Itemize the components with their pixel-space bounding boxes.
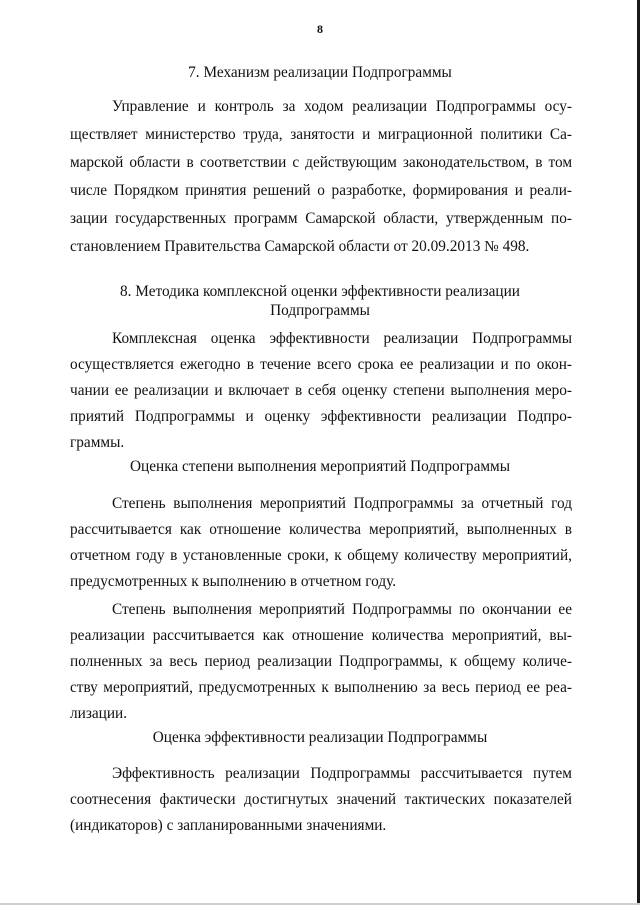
section-8-intro-line: Комплексная оценка эффективности реализации Подпрограммы — [112, 330, 572, 347]
subsection-1-para2-line: ству мероприятий, предусмотренных к выполнению за весь период ее реа- — [70, 679, 572, 696]
section-7-line: зации государственных программ Самарской области, утвержденным по- — [70, 210, 572, 227]
subsection-1-para1-line: отчетном году в установленные сроки, к общему количеству мероприятий, — [70, 547, 572, 564]
subsection-2-heading: Оценка эффективности реализации Подпрограммы — [152, 729, 488, 746]
subsection-1-para1-line: предусмотренных к выполнению в отчетном году. — [70, 573, 397, 590]
subsection-1-para2-line: реализации рассчитывается как отношение количества мероприятий, вы- — [70, 627, 572, 644]
section-8-intro-line: чании ее реализации и включает в себя оценку степени выполнения меро- — [70, 382, 572, 399]
subsection-1-para2-line: лизации. — [70, 705, 128, 722]
section-8-intro-line: приятий Подпрограммы и оценку эффективности реализации Подпро- — [70, 408, 572, 425]
subsection-2-para-line: (индикаторов) с запланированными значениями. — [70, 817, 387, 834]
section-7-line: числе Порядком принятия решений о разработке, формирования и реали- — [70, 182, 572, 199]
section-7-line: становлением Правительства Самарской области от 20.09.2013 № 498. — [70, 238, 530, 255]
subsection-1-para1-line: Степень выполнения мероприятий Подпрограммы за отчетный год — [112, 495, 572, 512]
subsection-1-para1-line: рассчитывается как отношение количества мероприятий, выполненных в — [70, 521, 572, 538]
subsection-2-para-line: Эффективность реализации Подпрограммы рассчитывается путем — [112, 765, 572, 782]
subsection-1-para2-line: Степень выполнения мероприятий Подпрограммы по окончании ее — [112, 601, 572, 618]
subsection-1-heading: Оценка степени выполнения мероприятий Подпрограммы — [129, 458, 510, 475]
section-8-heading-line1: 8. Методика комплексной оценки эффективности реализации — [120, 283, 520, 300]
subsection-2-para-line: соотнесения фактически достигнутых значений тактических показателей — [70, 791, 572, 808]
subsection-1-para2-line: полненных за весь период реализации Подпрограммы, к общему количе- — [70, 653, 572, 670]
section-8-intro-line: осуществляется ежегодно в течение всего срока ее реализации и по окон- — [70, 356, 572, 373]
page-number: 8 — [317, 22, 323, 36]
section-8-heading-line2: Подпрограммы — [270, 302, 370, 319]
section-7-line: ществляет министерство труда, занятости и миграционной политики Са- — [70, 126, 572, 143]
section-7-line: Управление и контроль за ходом реализации Подпрограммы осу- — [112, 98, 572, 115]
section-7-line: марской области в соответствии с действующим законодательством, в том — [70, 154, 572, 171]
section-7-heading: 7. Механизм реализации Подпрограммы — [188, 64, 452, 81]
section-8-intro-line: граммы. — [70, 434, 125, 451]
